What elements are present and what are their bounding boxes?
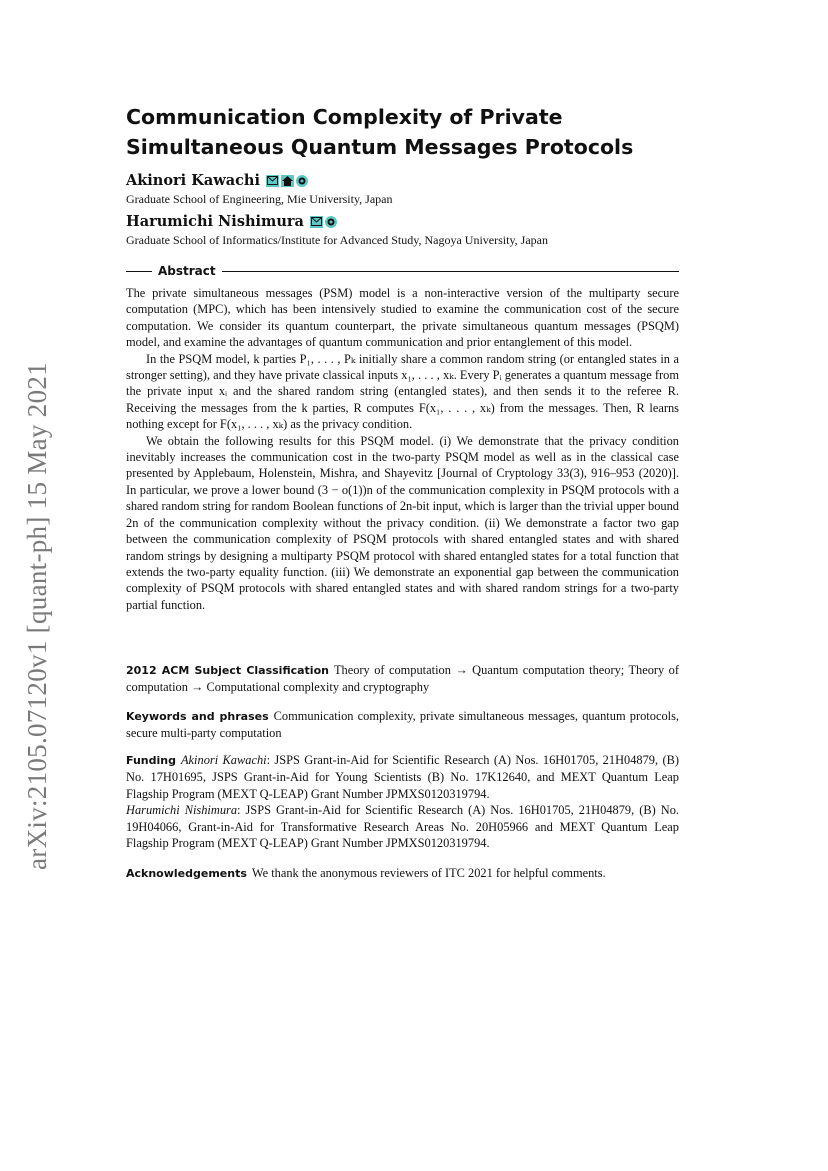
- author-1: [126, 172, 309, 189]
- acknowledgements-label: Acknowledgements: [126, 867, 247, 880]
- abstract-paragraph-2: In the PSQM model, k parties P₁, . . . , Pₖ initially share a common random string (or entangled states in a stronger setting), and they have private classical inputs x₁, . . . , xₖ. Every Pᵢ generates a quantum message from the private input xᵢ and the shared random string (entangled states), and then sends it to the referee R. Receiving the messages from the k parties, R computes F(x₁, . . . , xₖ) from the messages. Then, R learns nothing except for F(x₁, . . . , xₖ) as the privacy condition.: [126, 351, 679, 432]
- funding-name-2: Harumichi Nishimura: [126, 803, 238, 818]
- keywords: [126, 708, 679, 742]
- funding: [126, 752, 679, 851]
- acm-classification: [126, 662, 679, 696]
- author-2-name: Harumichi Nishimura: [126, 213, 304, 230]
- title-line-1: Communication Complexity of Private: [126, 105, 563, 129]
- paper-title: [126, 102, 686, 162]
- funding-text-1: : JSPS Grant-in-Aid for Scientific Research (A) Nos. 16H01705, 21H04879, (B) No. 17H01695, JSPS Grant-in-Aid for Young Scientists (B) No. 17K12640, and MEXT Quantum Leap Flagship Program (MEXT Q-LEAP) Grant Number JPMXS0120319794.: [126, 753, 679, 801]
- orcid-icon[interactable]: [296, 175, 309, 187]
- arxiv-stamp: arXiv:2105.07120v1 [quant-ph] 15 May 2021: [22, 362, 52, 870]
- acknowledgements-text: We thank the anonymous reviewers of ITC 2021 for helpful comments.: [251, 866, 606, 880]
- acm-label: 2012 ACM Subject Classification: [126, 664, 329, 677]
- abstract-label: Abstract: [158, 264, 216, 278]
- rule-left: [126, 271, 152, 272]
- author-1-name: Akinori Kawachi: [126, 172, 260, 189]
- acknowledgements: [126, 865, 679, 882]
- abstract-heading: [126, 262, 679, 280]
- email-icon[interactable]: [266, 175, 279, 187]
- funding-label: Funding: [126, 754, 176, 767]
- author-2-affiliation: Graduate School of Informatics/Institute for Advanced Study, Nagoya University, Japan: [126, 233, 549, 247]
- keywords-label: Keywords and phrases: [126, 710, 269, 723]
- email-icon[interactable]: [310, 216, 323, 228]
- orcid-icon[interactable]: [325, 216, 338, 228]
- funding-text-2: : JSPS Grant-in-Aid for Scientific Research (A) Nos. 16H01705, 21H04879, (B) No. 19H04066, Grant-in-Aid for Transformative Research Areas No. 20H05966 and MEXT Quantum Leap Flagship Program (MEXT Q-LEAP) Grant Number JPMXS0120319794.: [126, 803, 679, 851]
- author-1-affiliation: Graduate School of Engineering, Mie University, Japan: [126, 192, 393, 206]
- title-line-2: Simultaneous Quantum Messages Protocols: [126, 135, 634, 159]
- acm-text: Theory of computation → Quantum computation theory; Theory of computation → Computational complexity and cryptography: [126, 663, 679, 695]
- keywords-text: Communication complexity, private simultaneous messages, quantum protocols, secure multi-party computation: [126, 709, 679, 741]
- home-icon[interactable]: [281, 175, 294, 187]
- funding-name-1: Akinori Kawachi: [180, 753, 267, 767]
- rule-right: [222, 271, 679, 272]
- abstract-paragraph-1: The private simultaneous messages (PSM) model is a non-interactive version of the multiparty secure computation (MPC), which has been intensively studied to examine the communication cost of the secure computation. We consider its quantum counterpart, the private simultaneous quantum messages (PSQM) model, and examine the advantages of quantum communication and prior entanglement of this model.: [126, 286, 679, 350]
- author-2: [126, 213, 338, 230]
- abstract-body: [126, 285, 679, 613]
- abstract-paragraph-3: We obtain the following results for this PSQM model. (i) We demonstrate that the privacy condition inevitably increases the communication cost in the two-party PSQM model as well as in the classical case presented by Applebaum, Holenstein, Mishra, and Shayevitz [Journal of Cryptology 33(3), 916–953 (2020)]. In particular, we prove a lower bound (3 − o(1))n of the communication complexity in PSQM protocols with a shared random string for random Boolean functions of 2n-bit input, which is larger than the trivial upper bound 2n of the communication complexity without the privacy condition. (ii) We demonstrate a factor two gap between the communication complexity of PSQM protocols with shared entangled states and with shared random strings by designing a multiparty PSQM protocol with shared entangled states for a total function that extends the two-party equality function. (iii) We demonstrate an exponential gap between the communication complexity of PSQM protocols with shared entangled states and with shared random strings for a two-party partial function.: [126, 433, 679, 612]
